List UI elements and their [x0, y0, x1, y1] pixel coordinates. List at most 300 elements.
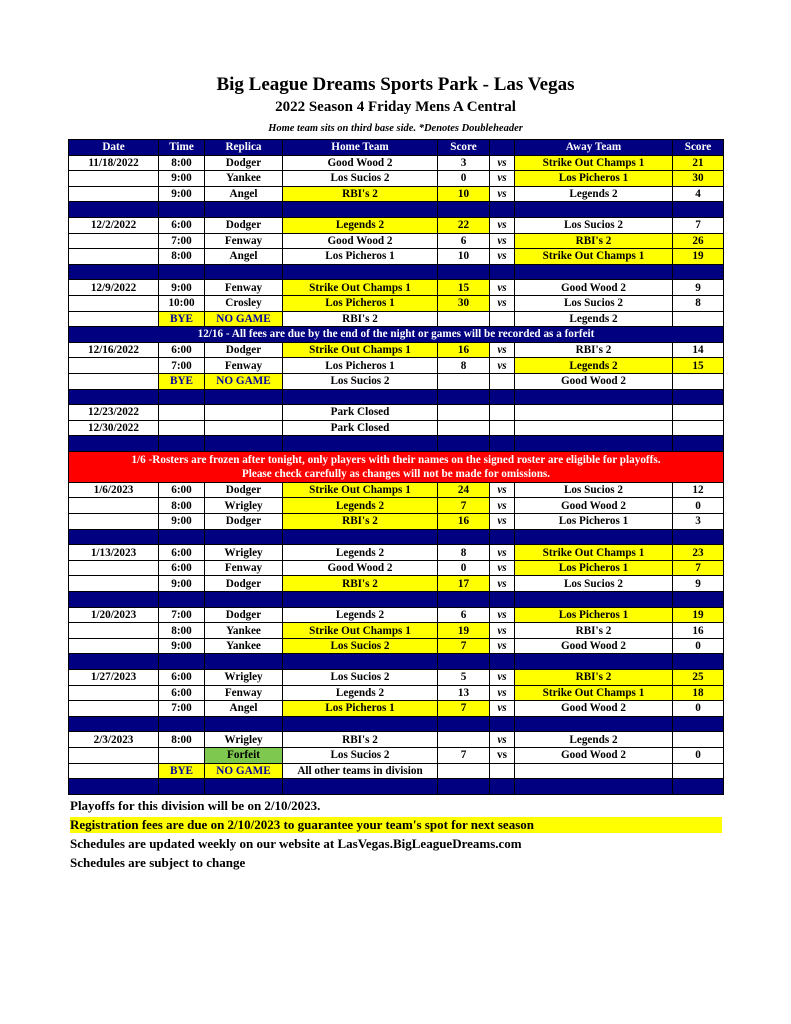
- roster-notice-row: [69, 451, 724, 482]
- home-score: [438, 732, 490, 748]
- bye-team: All other teams in division: [283, 763, 438, 779]
- away-score: 21: [673, 155, 724, 171]
- away-score: 0: [673, 498, 724, 514]
- time-cell: 8:00: [159, 732, 205, 748]
- home-score: 3: [438, 155, 490, 171]
- bye-label: BYE: [159, 763, 205, 779]
- away-score: 9: [673, 280, 724, 296]
- away-team: Legends 2: [515, 186, 673, 202]
- separator-cell: [515, 716, 673, 732]
- date-cell: 2/3/2023: [69, 732, 159, 748]
- separator-cell: [438, 779, 490, 795]
- field-cell: Angel: [205, 249, 283, 265]
- col-header-date: Date: [69, 140, 159, 156]
- home-team: Strike Out Champs 1: [283, 623, 438, 639]
- separator-cell: [673, 202, 724, 218]
- playoffs-note: Playoffs for this division will be on 2/10/2023.: [70, 798, 321, 813]
- away-team: Los Picheros 1: [515, 607, 673, 623]
- date-cell: [69, 498, 159, 514]
- away-score: [673, 732, 724, 748]
- separator-cell: [283, 592, 438, 608]
- game-row: [69, 358, 724, 374]
- time-cell: 6:00: [159, 685, 205, 701]
- separator-cell: [283, 654, 438, 670]
- away-team: Strike Out Champs 1: [515, 685, 673, 701]
- away-score: 15: [673, 358, 724, 374]
- away-team: [515, 420, 673, 436]
- time-cell: 9:00: [159, 186, 205, 202]
- separator-cell: [69, 716, 159, 732]
- vs-cell: [490, 311, 515, 327]
- separator-cell: [159, 389, 205, 405]
- time-cell: 6:00: [159, 482, 205, 498]
- separator-cell: [490, 592, 515, 608]
- date-cell: 12/30/2022: [69, 420, 159, 436]
- vs-cell: vs: [490, 186, 515, 202]
- time-cell: 9:00: [159, 171, 205, 187]
- home-team: Los Picheros 1: [283, 249, 438, 265]
- away-score: [673, 763, 724, 779]
- away-team: RBI's 2: [515, 342, 673, 358]
- field-cell: Angel: [205, 186, 283, 202]
- away-score: [673, 420, 724, 436]
- field-cell: Wrigley: [205, 670, 283, 686]
- game-row: [69, 482, 724, 498]
- away-team: [515, 405, 673, 421]
- away-team: Strike Out Champs 1: [515, 155, 673, 171]
- separator-cell: [515, 264, 673, 280]
- separator-cell: [205, 389, 283, 405]
- date-cell: [69, 311, 159, 327]
- away-score: 16: [673, 623, 724, 639]
- separator-row: [69, 202, 724, 218]
- time-cell: [159, 747, 205, 763]
- separator-cell: [205, 529, 283, 545]
- away-score: 12: [673, 482, 724, 498]
- home-team: Los Picheros 1: [283, 701, 438, 717]
- bye-team-away: [515, 763, 673, 779]
- home-score: [438, 311, 490, 327]
- col-header-home-team: Home Team: [283, 140, 438, 156]
- separator-cell: [283, 436, 438, 452]
- date-cell: 1/20/2023: [69, 607, 159, 623]
- bye-team-away: Good Wood 2: [515, 373, 673, 389]
- field-cell: [205, 420, 283, 436]
- date-cell: 12/23/2022: [69, 405, 159, 421]
- time-cell: 8:00: [159, 249, 205, 265]
- vs-cell: vs: [490, 280, 515, 296]
- time-cell: [159, 405, 205, 421]
- field-cell: Dodger: [205, 514, 283, 530]
- away-score: 30: [673, 171, 724, 187]
- game-row: [69, 498, 724, 514]
- closed-row: [69, 405, 724, 421]
- home-score: 16: [438, 514, 490, 530]
- separator-row: [69, 264, 724, 280]
- separator-cell: [69, 654, 159, 670]
- away-score: 26: [673, 233, 724, 249]
- home-score: [438, 373, 490, 389]
- separator-cell: [205, 716, 283, 732]
- away-team: Los Picheros 1: [515, 171, 673, 187]
- game-row: [69, 171, 724, 187]
- away-score: 25: [673, 670, 724, 686]
- separator-cell: [159, 436, 205, 452]
- separator-cell: [515, 779, 673, 795]
- home-score: 30: [438, 295, 490, 311]
- date-cell: [69, 623, 159, 639]
- separator-cell: [515, 389, 673, 405]
- table-header-row: [69, 140, 724, 156]
- date-cell: [69, 358, 159, 374]
- vs-cell: vs: [490, 295, 515, 311]
- time-cell: 8:00: [159, 623, 205, 639]
- date-cell: 12/16/2022: [69, 342, 159, 358]
- vs-cell: [490, 420, 515, 436]
- home-score: 22: [438, 217, 490, 233]
- vs-cell: vs: [490, 342, 515, 358]
- separator-cell: [159, 592, 205, 608]
- home-team: RBI's 2: [283, 732, 438, 748]
- separator-cell: [69, 202, 159, 218]
- separator-cell: [205, 654, 283, 670]
- separator-cell: [283, 779, 438, 795]
- home-score: 15: [438, 280, 490, 296]
- away-score: [673, 311, 724, 327]
- game-row: [69, 560, 724, 576]
- field-cell: Dodger: [205, 576, 283, 592]
- vs-cell: vs: [490, 638, 515, 654]
- home-score: 7: [438, 701, 490, 717]
- field-cell: Dodger: [205, 482, 283, 498]
- time-cell: 9:00: [159, 576, 205, 592]
- away-score: 7: [673, 217, 724, 233]
- separator-cell: [490, 202, 515, 218]
- home-score: 6: [438, 607, 490, 623]
- vs-cell: vs: [490, 701, 515, 717]
- time-cell: 6:00: [159, 342, 205, 358]
- separator-cell: [490, 529, 515, 545]
- separator-cell: [490, 779, 515, 795]
- away-score: 0: [673, 638, 724, 654]
- roster-notice: [69, 451, 724, 482]
- game-row: [69, 342, 724, 358]
- time-cell: 6:00: [159, 217, 205, 233]
- field-cell: Fenway: [205, 685, 283, 701]
- park-closed: Park Closed: [283, 405, 438, 421]
- separator-cell: [69, 529, 159, 545]
- home-team: Strike Out Champs 1: [283, 342, 438, 358]
- field-cell: Fenway: [205, 560, 283, 576]
- no-game-label: NO GAME: [205, 311, 283, 327]
- home-score: 10: [438, 186, 490, 202]
- date-cell: [69, 171, 159, 187]
- no-game-label: NO GAME: [205, 763, 283, 779]
- date-cell: 1/27/2023: [69, 670, 159, 686]
- time-cell: 10:00: [159, 295, 205, 311]
- game-row: [69, 545, 724, 561]
- home-team: Legends 2: [283, 217, 438, 233]
- separator-cell: [159, 779, 205, 795]
- separator-cell: [159, 529, 205, 545]
- separator-row: [69, 654, 724, 670]
- date-cell: [69, 560, 159, 576]
- date-cell: [69, 685, 159, 701]
- home-team-note: Home team sits on third base side. *Denotes Doubleheader: [268, 123, 523, 134]
- forfeit-row: [69, 747, 724, 763]
- separator-cell: [673, 779, 724, 795]
- closed-row: [69, 420, 724, 436]
- separator-cell: [515, 654, 673, 670]
- field-cell: Crosley: [205, 295, 283, 311]
- schedule-table: [68, 139, 724, 795]
- field-cell: Dodger: [205, 155, 283, 171]
- field-cell: Wrigley: [205, 498, 283, 514]
- game-row: [69, 607, 724, 623]
- vs-cell: vs: [490, 545, 515, 561]
- park-closed: Park Closed: [283, 420, 438, 436]
- away-team: RBI's 2: [515, 623, 673, 639]
- home-score: [438, 763, 490, 779]
- date-cell: [69, 576, 159, 592]
- away-team: Los Sucios 2: [515, 482, 673, 498]
- date-cell: [69, 747, 159, 763]
- game-row: [69, 670, 724, 686]
- game-row: [69, 623, 724, 639]
- roster-notice-line1: 1/6 -Rosters are frozen after tonight, only players with their names on the signed roster are eligible for playoffs.: [131, 453, 661, 466]
- separator-cell: [69, 389, 159, 405]
- date-cell: 1/6/2023: [69, 482, 159, 498]
- home-score: 13: [438, 685, 490, 701]
- away-score: 19: [673, 249, 724, 265]
- away-score: 18: [673, 685, 724, 701]
- time-cell: 6:00: [159, 670, 205, 686]
- separator-cell: [205, 779, 283, 795]
- game-row: [69, 295, 724, 311]
- away-team: Legends 2: [515, 358, 673, 374]
- home-team: Good Wood 2: [283, 233, 438, 249]
- home-team: Strike Out Champs 1: [283, 482, 438, 498]
- home-team: Strike Out Champs 1: [283, 280, 438, 296]
- home-score: 10: [438, 249, 490, 265]
- separator-cell: [673, 436, 724, 452]
- bye-team: RBI's 2: [283, 311, 438, 327]
- time-cell: 9:00: [159, 514, 205, 530]
- vs-cell: vs: [490, 155, 515, 171]
- separator-cell: [438, 264, 490, 280]
- vs-cell: vs: [490, 482, 515, 498]
- field-cell: Angel: [205, 701, 283, 717]
- date-cell: 11/18/2022: [69, 155, 159, 171]
- vs-cell: vs: [490, 358, 515, 374]
- bye-row: [69, 373, 724, 389]
- vs-cell: vs: [490, 233, 515, 249]
- away-team: Good Wood 2: [515, 701, 673, 717]
- away-team: Los Sucios 2: [515, 217, 673, 233]
- field-cell: Wrigley: [205, 732, 283, 748]
- separator-cell: [515, 529, 673, 545]
- field-cell: Dodger: [205, 342, 283, 358]
- field-cell: Yankee: [205, 171, 283, 187]
- game-row: [69, 217, 724, 233]
- home-score: 17: [438, 576, 490, 592]
- vs-cell: vs: [490, 560, 515, 576]
- away-team: Los Sucios 2: [515, 295, 673, 311]
- date-cell: [69, 249, 159, 265]
- game-row: [69, 280, 724, 296]
- roster-notice-line2: Please check carefully as changes will not be made for omissions.: [241, 467, 551, 480]
- home-score: 0: [438, 171, 490, 187]
- date-cell: [69, 514, 159, 530]
- home-team: Los Sucios 2: [283, 638, 438, 654]
- col-header-home-score: Score: [438, 140, 490, 156]
- field-cell: Wrigley: [205, 545, 283, 561]
- separator-cell: [283, 529, 438, 545]
- separator-row: [69, 389, 724, 405]
- field-cell: Dodger: [205, 217, 283, 233]
- home-team: Legends 2: [283, 607, 438, 623]
- separator-cell: [515, 202, 673, 218]
- notice-row: [69, 327, 724, 343]
- separator-cell: [69, 779, 159, 795]
- separator-cell: [490, 716, 515, 732]
- away-score: 14: [673, 342, 724, 358]
- vs-cell: vs: [490, 623, 515, 639]
- season-subtitle: 2022 Season 4 Friday Mens A Central: [275, 99, 516, 115]
- home-score: 0: [438, 560, 490, 576]
- separator-cell: [490, 389, 515, 405]
- away-team: Good Wood 2: [515, 638, 673, 654]
- game-row: [69, 155, 724, 171]
- away-team: Los Picheros 1: [515, 514, 673, 530]
- separator-row: [69, 592, 724, 608]
- website-note: Schedules are updated weekly on our website at LasVegas.BigLeagueDreams.com: [70, 836, 522, 851]
- away-team: Legends 2: [515, 732, 673, 748]
- home-score: [438, 405, 490, 421]
- separator-cell: [438, 592, 490, 608]
- home-score: 19: [438, 623, 490, 639]
- date-cell: 12/9/2022: [69, 280, 159, 296]
- separator-cell: [69, 436, 159, 452]
- separator-cell: [205, 264, 283, 280]
- home-team: RBI's 2: [283, 514, 438, 530]
- away-team: Good Wood 2: [515, 498, 673, 514]
- time-cell: 6:00: [159, 560, 205, 576]
- separator-cell: [673, 716, 724, 732]
- separator-row: [69, 529, 724, 545]
- separator-cell: [673, 264, 724, 280]
- home-team: Los Sucios 2: [283, 747, 438, 763]
- time-cell: 7:00: [159, 607, 205, 623]
- separator-cell: [159, 716, 205, 732]
- away-team: Los Sucios 2: [515, 576, 673, 592]
- away-team: RBI's 2: [515, 233, 673, 249]
- separator-row: [69, 779, 724, 795]
- col-header-vs: [490, 140, 515, 156]
- schedule-change-note: Schedules are subject to change: [70, 855, 246, 870]
- field-cell: [205, 405, 283, 421]
- date-cell: [69, 701, 159, 717]
- away-score: [673, 373, 724, 389]
- home-score: 8: [438, 545, 490, 561]
- home-team: Los Picheros 1: [283, 295, 438, 311]
- home-team: Los Sucios 2: [283, 171, 438, 187]
- col-header-away-score: Score: [673, 140, 724, 156]
- away-score: 0: [673, 747, 724, 763]
- col-header-replica: Replica: [205, 140, 283, 156]
- time-cell: 8:00: [159, 155, 205, 171]
- game-row: [69, 685, 724, 701]
- vs-cell: vs: [490, 685, 515, 701]
- separator-cell: [438, 436, 490, 452]
- separator-cell: [159, 264, 205, 280]
- separator-row: [69, 436, 724, 452]
- page-title: Big League Dreams Sports Park - Las Vegas: [216, 74, 575, 95]
- time-cell: [159, 420, 205, 436]
- away-score: 7: [673, 560, 724, 576]
- home-score: 7: [438, 498, 490, 514]
- away-team: Strike Out Champs 1: [515, 249, 673, 265]
- bye-row: [69, 763, 724, 779]
- separator-cell: [283, 389, 438, 405]
- home-score: 5: [438, 670, 490, 686]
- time-cell: 7:00: [159, 701, 205, 717]
- away-team: Good Wood 2: [515, 747, 673, 763]
- vs-cell: vs: [490, 732, 515, 748]
- vs-cell: vs: [490, 249, 515, 265]
- bye-label: BYE: [159, 373, 205, 389]
- separator-cell: [515, 436, 673, 452]
- separator-cell: [159, 202, 205, 218]
- field-cell: Fenway: [205, 233, 283, 249]
- vs-cell: [490, 763, 515, 779]
- col-header-time: Time: [159, 140, 205, 156]
- date-cell: 1/13/2023: [69, 545, 159, 561]
- home-team: Good Wood 2: [283, 155, 438, 171]
- home-score: [438, 420, 490, 436]
- away-team: RBI's 2: [515, 670, 673, 686]
- home-team: Legends 2: [283, 498, 438, 514]
- away-team: Los Picheros 1: [515, 560, 673, 576]
- game-row: [69, 514, 724, 530]
- date-cell: 12/2/2022: [69, 217, 159, 233]
- separator-cell: [438, 202, 490, 218]
- separator-cell: [205, 202, 283, 218]
- registration-note: Registration fees are due on 2/10/2023 to guarantee your team's spot for next season: [70, 817, 722, 833]
- date-cell: [69, 295, 159, 311]
- away-score: 3: [673, 514, 724, 530]
- separator-cell: [159, 654, 205, 670]
- time-cell: 7:00: [159, 358, 205, 374]
- vs-cell: vs: [490, 171, 515, 187]
- game-row: [69, 638, 724, 654]
- away-team: Strike Out Champs 1: [515, 545, 673, 561]
- away-team: Good Wood 2: [515, 280, 673, 296]
- home-score: 7: [438, 638, 490, 654]
- time-cell: 9:00: [159, 280, 205, 296]
- separator-cell: [205, 592, 283, 608]
- home-score: 6: [438, 233, 490, 249]
- fee-notice: 12/16 - All fees are due by the end of the night or games will be recorded as a forfeit: [69, 327, 724, 343]
- bye-team: Los Sucios 2: [283, 373, 438, 389]
- away-score: 0: [673, 701, 724, 717]
- time-cell: 6:00: [159, 545, 205, 561]
- separator-cell: [438, 529, 490, 545]
- separator-cell: [283, 716, 438, 732]
- vs-cell: vs: [490, 498, 515, 514]
- separator-cell: [673, 592, 724, 608]
- field-cell: Yankee: [205, 623, 283, 639]
